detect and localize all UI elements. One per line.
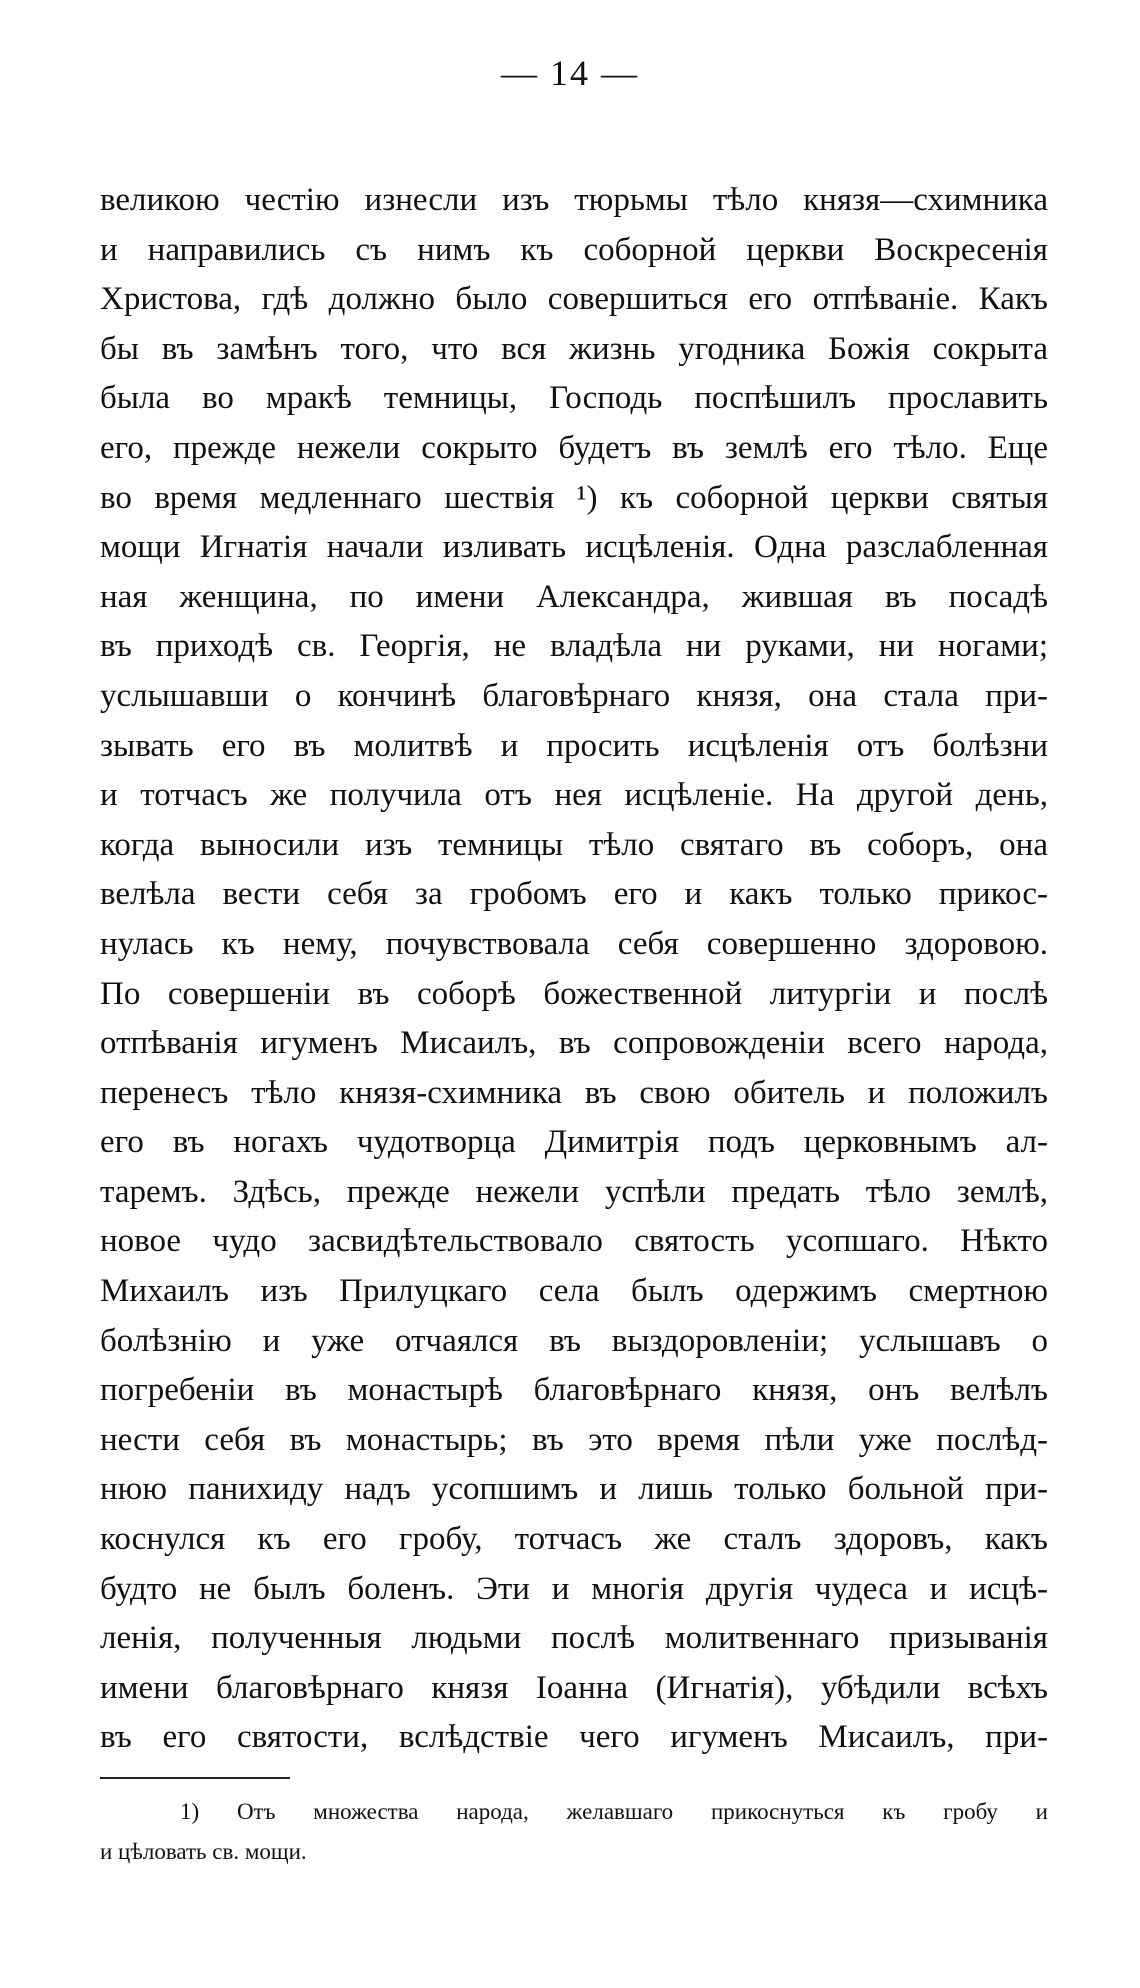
text-line: ленія, полученныя людьми послѣ молитвеннаго призыванія (100, 1620, 1048, 1657)
text-line: коснулся къ его гробу, тотчасъ же сталъ здоровъ, какъ (100, 1521, 1048, 1558)
text-line: бы въ замѣнъ того, что вся жизнь угодника Божія сокрыта (100, 330, 1048, 367)
text-line: великою честію изнесли изъ тюрьмы тѣло князя—схимника (100, 182, 1048, 218)
text-line: и направились съ нимъ къ соборной церкви Воскресенія (100, 231, 1048, 268)
text-line: когда выносили изъ темницы тѣло святаго въ соборъ, она (100, 826, 1048, 863)
text-line: отпѣванія игуменъ Мисаилъ, въ сопровожденіи всего народа, (100, 1025, 1048, 1062)
text-line: новое чудо засвидѣтельствовало святость усопшаго. Нѣкто (100, 1223, 1048, 1260)
text-line: велѣла вести себя за гробомъ его и какъ только прикос- (100, 876, 1048, 913)
text-line: во время медленнаго шествія ¹) къ соборной церкви святыя (100, 479, 1048, 516)
text-line: его въ ногахъ чудотворца Димитрія подъ церковнымъ ал- (100, 1124, 1048, 1161)
text-line: таремъ. Здѣсь, прежде нежели успѣли предать тѣло землѣ, (100, 1173, 1048, 1210)
text-line: нести себя въ монастырь; въ это время пѣли уже послѣд- (100, 1421, 1048, 1458)
text-line: мощи Игнатія начали изливать исцѣленія. Одна разслабленная (100, 529, 1048, 566)
text-line: и тотчасъ же получила отъ нея исцѣленіе. На другой день, (100, 777, 1048, 814)
text-line: зывать его въ молитвѣ и просить исцѣленія отъ болѣзни (100, 727, 1048, 764)
text-line: По совершеніи въ соборѣ божественной литургіи и послѣ (100, 975, 1048, 1012)
text-line: перенесъ тѣло князя-схимника въ свою обитель и положилъ (100, 1074, 1048, 1111)
footnote-line: 1) Отъ множества народа, желавшаго прикоснуться къ гробу и (180, 1799, 1048, 1824)
text-line: болѣзнію и уже отчаялся въ выздоровленіи; услышавъ о (100, 1322, 1048, 1359)
text-line: будто не былъ боленъ. Эти и многія другія чудеса и исцѣ- (100, 1570, 1048, 1607)
text-line: въ его святости, вслѣдствіе чего игуменъ Мисаилъ, при- (100, 1719, 1048, 1756)
text-line: нюю панихиду надъ усопшимъ и лишь только больной при- (100, 1471, 1048, 1508)
text-line: нулась къ нему, почувствовала себя совершенно здоровою. (100, 925, 1048, 962)
page-number: — 14 — (501, 53, 639, 93)
footnote-divider (100, 1777, 290, 1779)
text-line: имени благовѣрнаго князя Іоанна (Игнатія), убѣдили всѣхъ (100, 1669, 1048, 1706)
text-line: погребеніи въ монастырѣ благовѣрнаго князя, онъ велѣлъ (100, 1372, 1048, 1409)
text-line: его, прежде нежели сокрыто будетъ въ землѣ его тѣло. Еще (100, 429, 1048, 466)
main-text (100, 176, 1048, 1763)
footnote-line: и цѣловать св. мощи. (100, 1839, 307, 1864)
text-line: Христова, гдѣ должно было совершиться его отпѣваніе. Какъ (100, 281, 1048, 318)
footnote (100, 1792, 1048, 1872)
text-line: Михаилъ изъ Прилуцкаго села былъ одержимъ смертною (100, 1273, 1048, 1310)
text-line: въ приходѣ св. Георгія, не владѣла ни руками, ни ногами; (100, 628, 1048, 665)
text-line: была во мракѣ темницы, Господь поспѣшилъ прославить (100, 380, 1048, 417)
text-line: ная женщина, по имени Александра, жившая въ посадѣ (100, 578, 1048, 615)
text-line: услышавши о кончинѣ благовѣрнаго князя, она стала при- (100, 677, 1048, 714)
